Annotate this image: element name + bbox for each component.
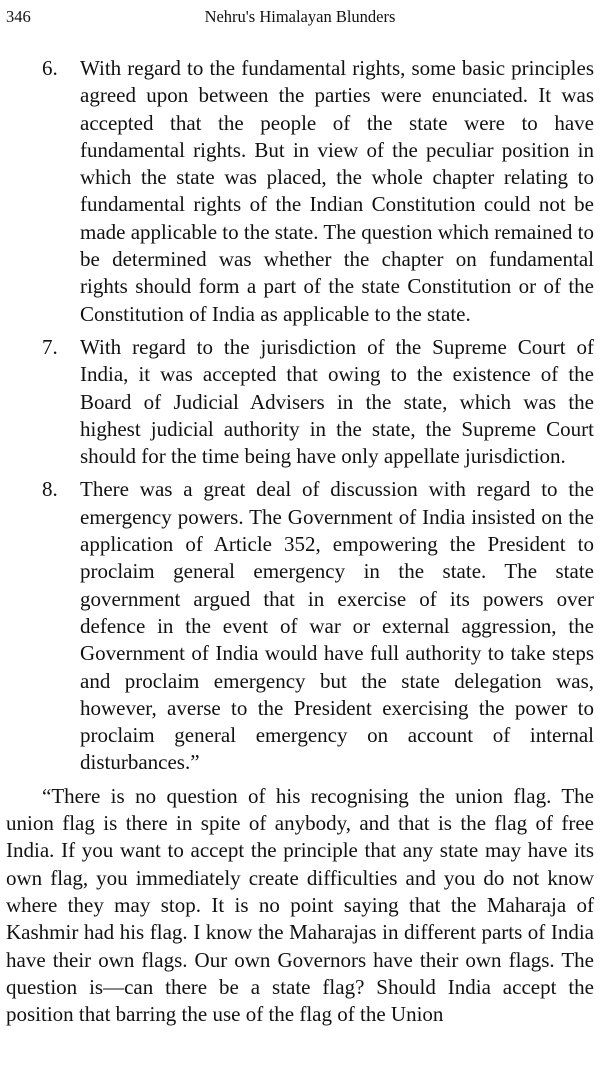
- list-item-8: [6, 476, 594, 776]
- list-item-text: With regard to the jurisdiction of the Supreme Court of India, it was accepted that owing to the existence of the Board of Judicial Advisers in the state, which was the highest judicial authority in the state, the Supreme Court should for the time being have only appellate jurisdiction.: [80, 334, 594, 469]
- list-item-7: [6, 334, 594, 470]
- list-item-number: 6.: [42, 56, 58, 80]
- page-body: [6, 55, 594, 1028]
- list-item-text: With regard to the fundamental rights, some basic principles agreed upon between the parties were enunciated. It was accepted that the people of the state were to have fundamental rights. But in view of the peculiar position in which the state was placed, the whole chapter relating to fundamental rights of the Indian Constitution could not be made applicable to the state. The question which remained to be determined was whether the chapter on fundamental rights should form a part of the state Constitution or of the Constitution of India as applicable to the state.: [80, 56, 594, 326]
- page-header: [6, 4, 594, 30]
- page-number: 346: [6, 7, 31, 26]
- list-item-number: 7.: [42, 334, 58, 359]
- running-title: Nehru's Himalayan Blunders: [204, 7, 396, 26]
- list-item-text: There was a great deal of discussion with regard to the emergency powers. The Government of India insisted on the application of Article 352, empowering the President to proclaim general emergency in the state. The state government argued that in exercise of its powers over defence in the event of war or external aggression, the Government of India would have full authority to take steps and proclaim emergency but the state delegation was, however, averse to the President exercising the power to proclaim general emergency on account of internal disturbances.”: [80, 477, 594, 775]
- list-item-number: 8.: [42, 477, 58, 502]
- quote-paragraph: “There is no question of his recognising the union flag. The union flag is there in spite of anybody, and that is the flag of free India. If you want to accept the principle that any state may have its own flag, you immediately create difficulties and you do not know where they may stop. It is no point saying that the Maharaja of Kashmir had his flag. I know the Maharajas in different parts of India have their own flags. Our own Governors have their own flags. The question is—can there be a state flag? Should India accept the position that barring the use of the flag of the Union: [6, 783, 594, 1027]
- list-item-6: [6, 55, 594, 328]
